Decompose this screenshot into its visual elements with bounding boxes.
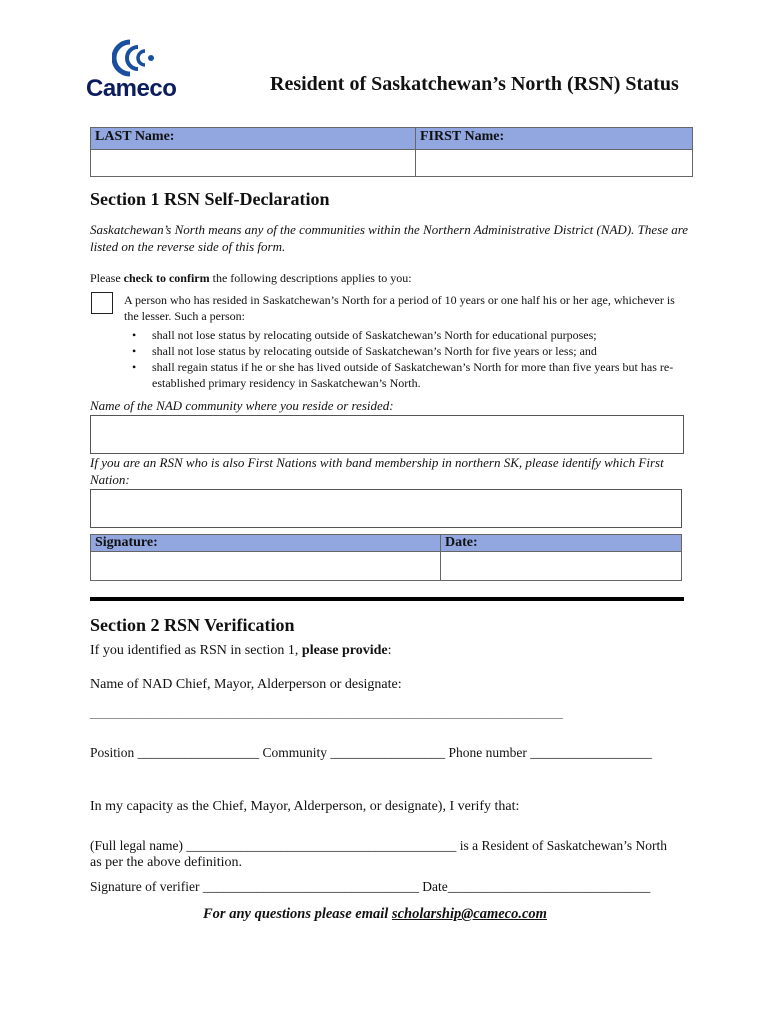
date-label: Date: (441, 535, 682, 552)
position-community-phone-line[interactable]: Position __________________ Community _________________ Phone number __________________ (90, 745, 652, 760)
capacity-statement: In my capacity as the Chief, Mayor, Alderperson, or designate), I verify that: (90, 799, 520, 814)
section-2-instruction (90, 643, 392, 659)
instruction-suffix: : (387, 643, 392, 658)
full-legal-name-line[interactable]: (Full legal name) ________________________________________ is a Resident of Saskatchewan’s North (90, 838, 668, 853)
cameco-swirl-icon (112, 38, 160, 78)
confirm-prefix: Please (90, 271, 124, 285)
instruction-bold: please provide (301, 643, 388, 658)
declaration-text: A person who has resided in Saskatchewan’s North for a period of 10 years or one half his or her age, whichever is the lesser. Such a person: (124, 293, 675, 323)
declaration-bullets (124, 327, 684, 391)
signature-label: Signature: (91, 535, 441, 552)
section-2-title: Section 2 RSN Verification (90, 615, 295, 635)
confirm-bold: check to confirm (123, 271, 210, 285)
first-nation-prompt: If you are an RSN who is also First Nations with band membership in northern SK, please identify which First Nation: (90, 455, 664, 487)
first-nation-field[interactable] (90, 489, 682, 528)
definition-reference: as per the above definition. (90, 855, 243, 870)
nad-community-field[interactable] (90, 415, 684, 454)
contact-prefix: For any questions please email (203, 906, 392, 922)
signature-field[interactable] (91, 552, 441, 581)
confirm-instruction (90, 270, 690, 286)
contact-note (203, 906, 547, 923)
bullet-item: • shall not lose status by relocating outside of Saskatchewan’s North for educational purposes; (124, 327, 684, 343)
name-table (90, 127, 693, 177)
date-field[interactable] (441, 552, 682, 581)
bullet-item: • shall not lose status by relocating outside of Saskatchewan’s North for five years or less; and (124, 343, 684, 359)
instruction-prefix: If you identified as RSN in section 1, (90, 643, 302, 658)
section-1-intro: Saskatchewan’s North means any of the communities within the Northern Administrative District (NAD). These are listed on the reverse side of this form. (90, 222, 689, 254)
logo-text: Cameco (86, 75, 177, 102)
section-1-title: Section 1 RSN Self-Declaration (90, 189, 330, 209)
last-name-label: LAST Name: (91, 128, 416, 150)
confirm-suffix: the following descriptions applies to you: (209, 271, 412, 285)
section-divider (90, 597, 684, 601)
contact-email-link[interactable]: scholarship@cameco.com (391, 906, 547, 922)
cameco-logo (86, 38, 186, 102)
nad-community-prompt: Name of the NAD community where you reside or resided: (90, 398, 394, 413)
bullet-item: • shall regain status if he or she has lived outside of Saskatchewan’s North for more than five years but has re-established primary residency in Saskatchewan’s North. (124, 359, 684, 391)
document-title: Resident of Saskatchewan’s North (RSN) Status (270, 73, 679, 95)
first-name-field[interactable] (416, 150, 693, 177)
last-name-field[interactable] (91, 150, 416, 177)
chief-name-line[interactable]: ______________________________________________________________________________________ (90, 708, 563, 720)
first-name-label: FIRST Name: (416, 128, 693, 150)
signature-table (90, 534, 682, 581)
rsn-confirm-checkbox[interactable] (91, 292, 113, 314)
chief-name-prompt: Name of NAD Chief, Mayor, Alderperson or designate: (90, 677, 402, 692)
verifier-signature-date-line[interactable]: Signature of verifier ________________________________ Date______________________________ (90, 879, 651, 894)
